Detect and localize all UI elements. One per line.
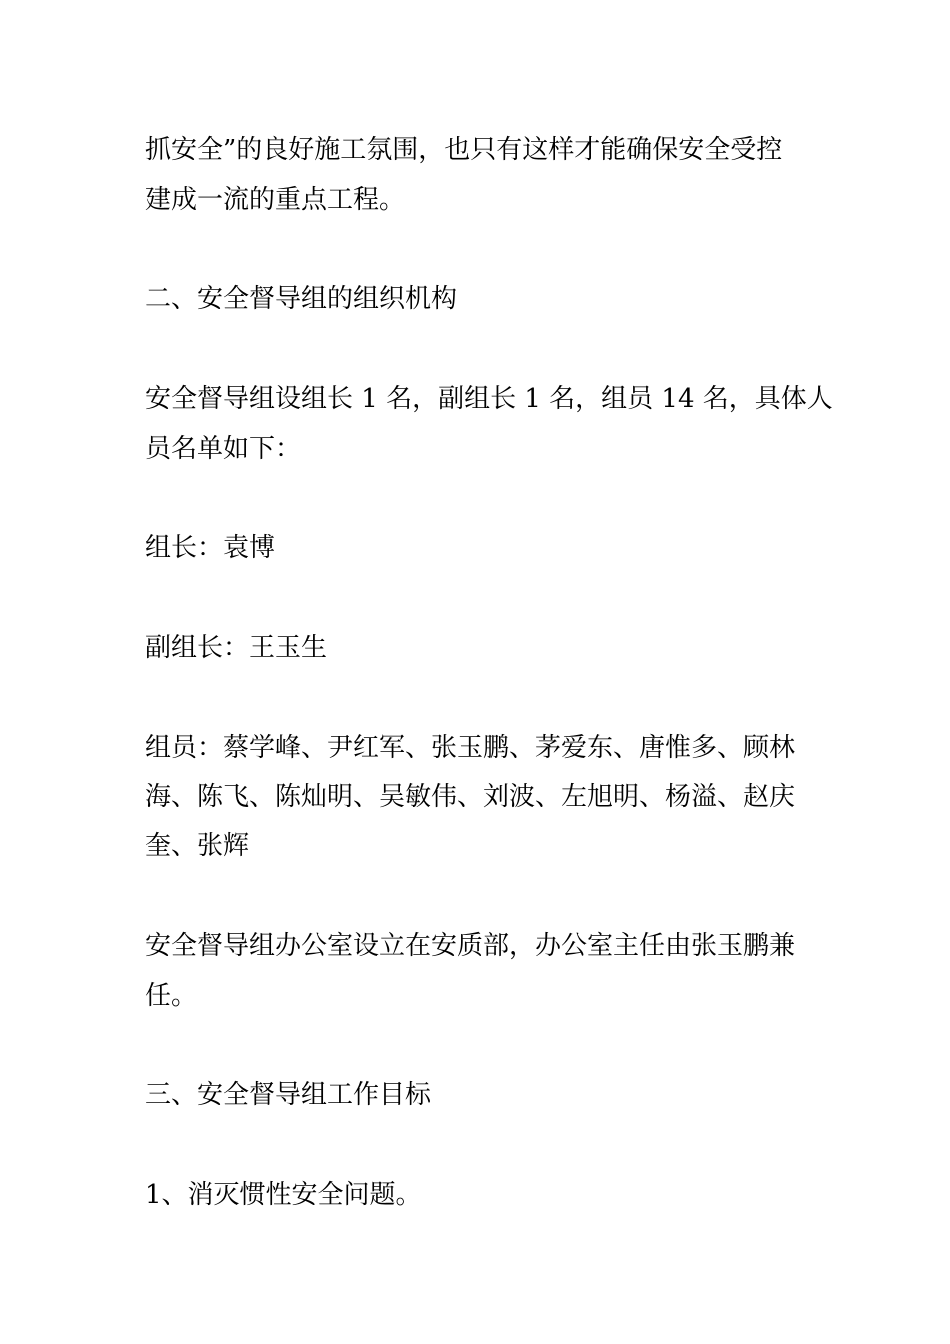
goal-item-1: 1、消灭惯性安全问题。: [145, 1180, 422, 1210]
para-3-line-2: 员名单如下：: [145, 434, 302, 464]
section-heading-3: 三、安全督导组工作目标: [145, 1080, 432, 1110]
deputy-leader-line: 副组长：王玉生: [145, 633, 328, 663]
para-1-line-1: 抓安全”的良好施工氛围，也只有这样才能确保安全受控: [145, 135, 783, 165]
section-heading-2: 二、安全督导组的组织机构: [145, 284, 458, 314]
para-3-line-1: 安全督导组设组长 1 名，副组长 1 名，组员 14 名，具体人: [145, 384, 833, 414]
members-line-1: 组员：蔡学峰、尹红军、张玉鹏、茅爱东、唐惟多、顾林: [145, 733, 796, 763]
office-line-2: 任。: [145, 981, 198, 1011]
members-line-3: 奎、张辉: [145, 831, 250, 861]
office-line-1: 安全督导组办公室设立在安质部，办公室主任由张玉鹏兼: [145, 931, 796, 961]
members-line-2: 海、陈飞、陈灿明、吴敏伟、刘波、左旭明、杨溢、赵庆: [145, 782, 796, 812]
para-1-line-2: 建成一流的重点工程。: [145, 185, 406, 215]
group-leader-line: 组长：袁博: [145, 533, 276, 563]
